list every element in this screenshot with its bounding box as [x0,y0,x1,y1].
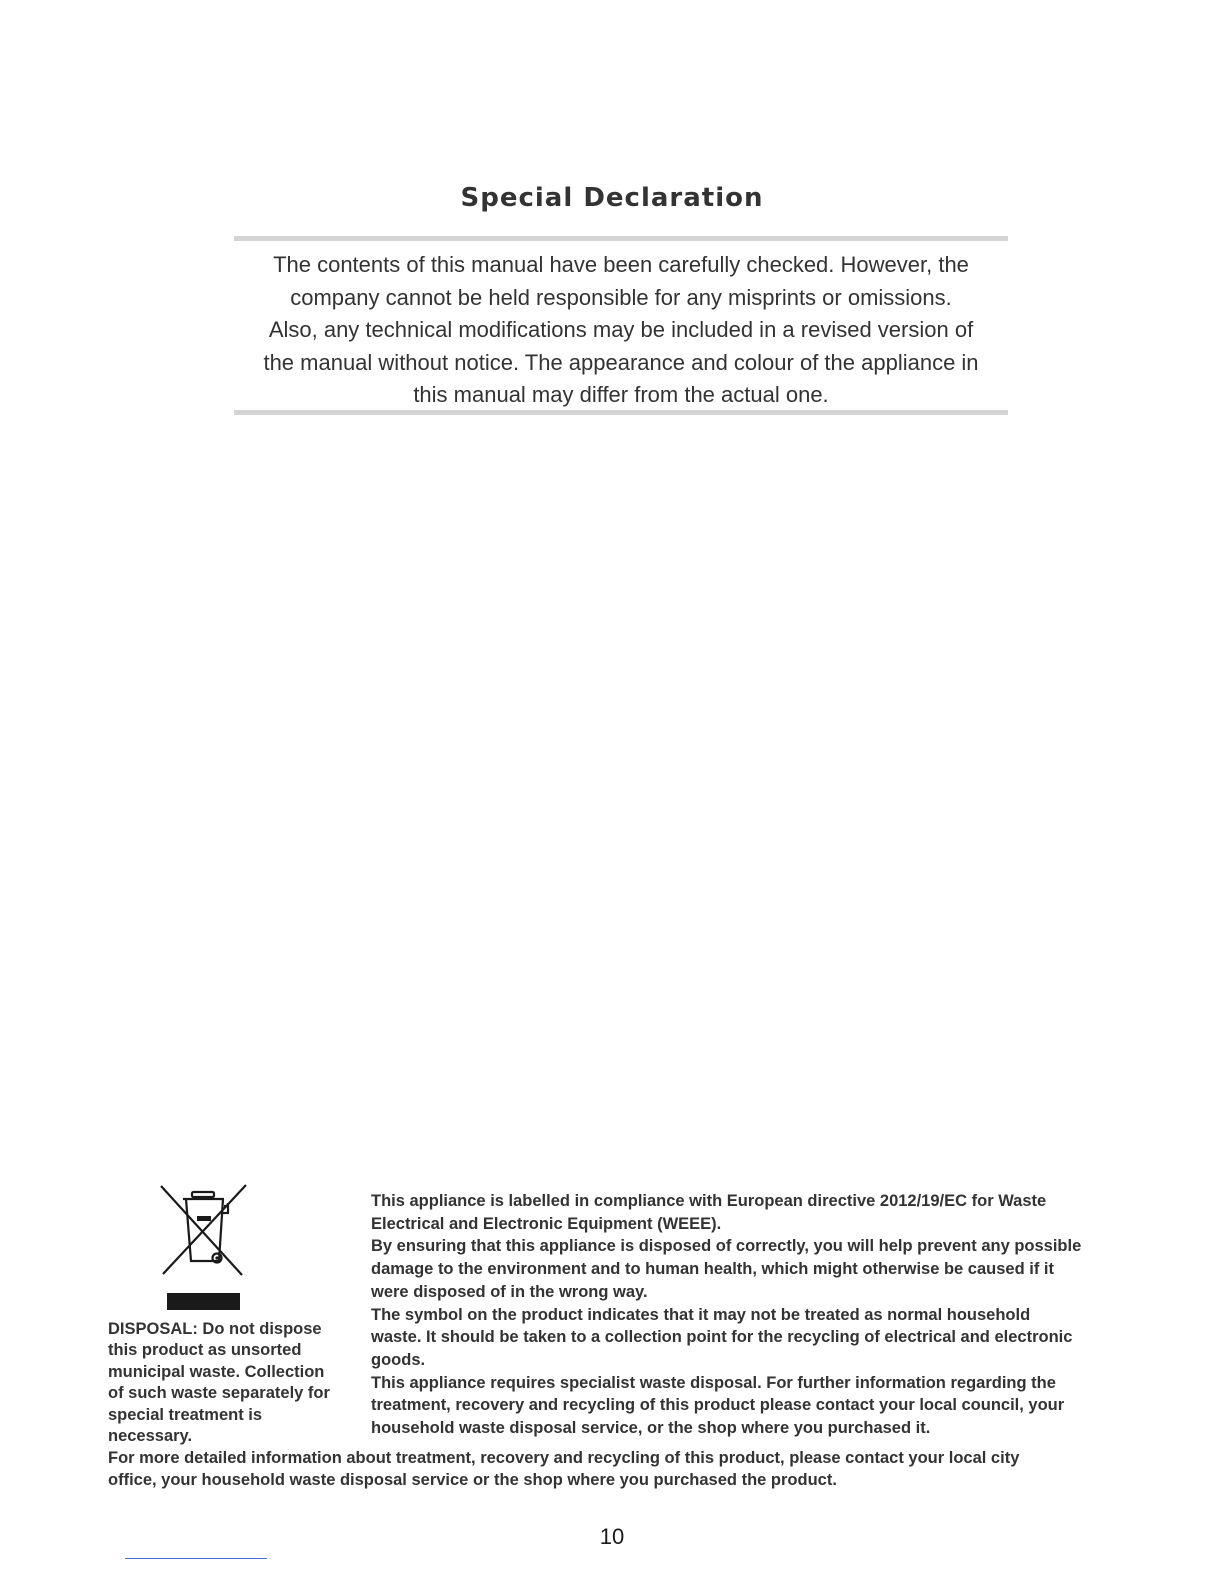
detail-line: office, your household waste disposal service or the shop where you purchased the product. [108,1470,837,1489]
weee-line: This appliance requires specialist waste disposal. For further information regarding the [371,1373,1056,1392]
disposal-notice [108,1319,353,1447]
weee-compliance-text [371,1190,1116,1440]
weee-line: goods. [371,1350,426,1369]
disposal-line: municipal waste. Collection [108,1362,325,1381]
declaration-line: the manual without notice. The appearance and colour of the appliance in [263,349,979,375]
page-number: 10 [599,1524,625,1549]
weee-line: Electrical and Electronic Equipment (WEEE). [371,1214,722,1233]
disposal-line: of such waste separately for [108,1384,330,1403]
declaration-line: this manual may differ from the actual one. [413,382,829,407]
crossed-out-wheelie-bin-icon [158,1183,250,1279]
disposal-line: necessary. [108,1427,193,1446]
weee-underline-bar [167,1293,240,1310]
declaration-line: The contents of this manual have been carefully checked. However, the [273,252,969,277]
bottom-divider [234,410,1008,415]
weee-line: By ensuring that this appliance is disposed of correctly, you will help prevent any possible [371,1237,1082,1256]
link-underline [125,1558,267,1559]
disposal-line: this product as unsorted [108,1341,302,1360]
top-divider [234,236,1008,241]
detailed-information-text [108,1448,1108,1491]
special-declaration-text [234,249,1008,412]
weee-line: household waste disposal service, or the shop where you purchased it. [371,1419,931,1438]
weee-line: treatment, recovery and recycling of this product please contact your local council, your [371,1396,1065,1415]
disposal-line: special treatment is [108,1405,263,1424]
weee-line: were disposed of in the wrong way. [371,1282,648,1301]
weee-line: The symbol on the product indicates that it may not be treated as normal household [371,1305,1031,1324]
disposal-line: DISPOSAL: Do not dispose [108,1320,322,1338]
weee-line: damage to the environment and to human health, which might otherwise be caused if it [371,1260,1055,1279]
detail-line: For more detailed information about treatment, recovery and recycling of this product, please contact your local city [108,1449,1020,1467]
weee-line: This appliance is labelled in compliance with European directive 2012/19/EC for Waste [371,1192,1047,1210]
page-title: Special Declaration [460,183,764,213]
weee-line: waste. It should be taken to a collection point for the recycling of electrical and electronic [371,1328,1073,1347]
declaration-line: company cannot be held responsible for any misprints or omissions. [290,284,952,310]
declaration-line: Also, any technical modifications may be included in a revised version of [268,317,974,342]
